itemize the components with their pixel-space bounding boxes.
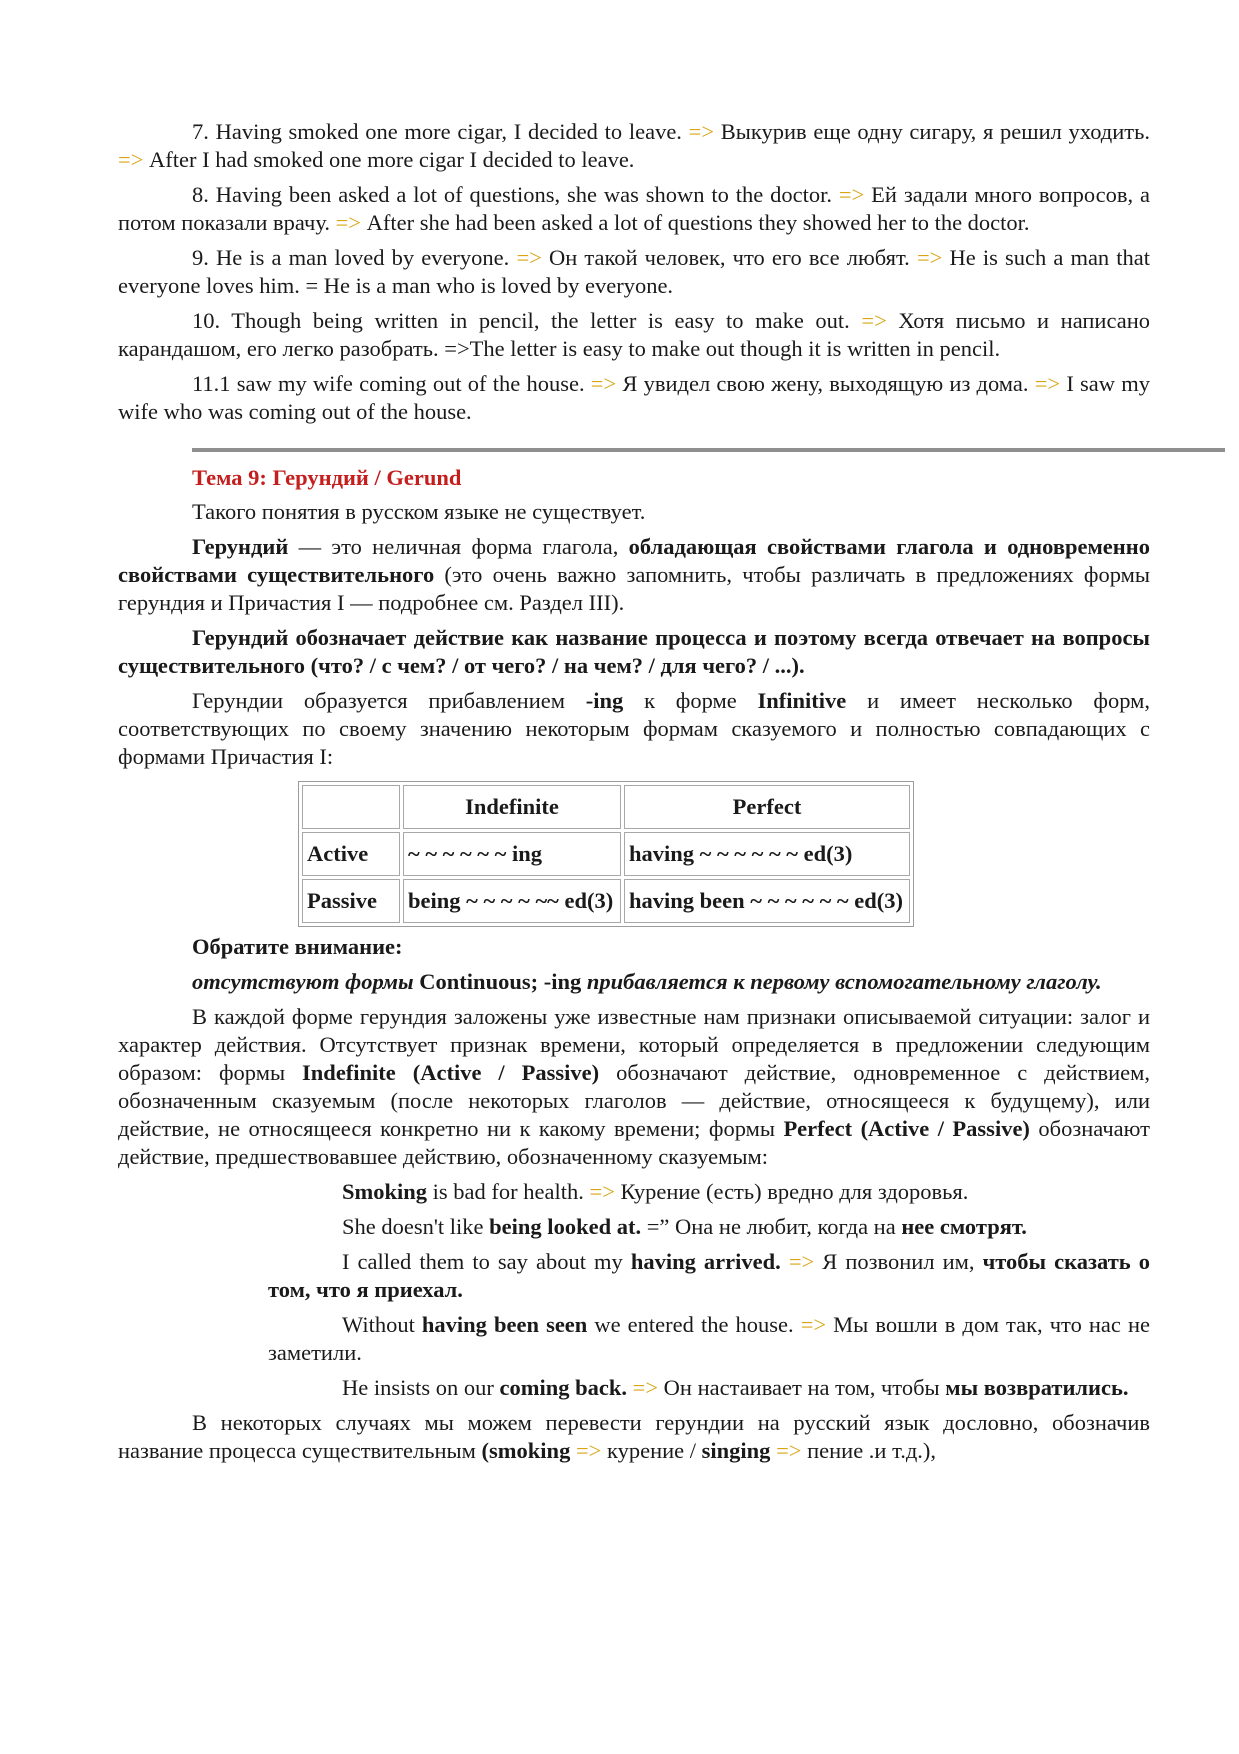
arrow-icon: =>	[916, 245, 943, 270]
topic-heading: Тема 9: Герундий / Gerund	[192, 465, 462, 490]
tense-paragraph: В каждой форме герундия заложены уже известные нам признаки описываемой ситуации: залог и характер действия. Отсутствует признак времени, который определяется в предложении следующим образом: формы Indefinite (Active / Passive) обозначают действие, одновременное с действием, обозначенным сказуемым (после некоторых глаголов — действие, относящееся к будущему), или действие, не относящееся конкретно ни к какому времени; формы Perfect (Active / Passive) обозначают действие, предшествовавшее действию, обозначенному сказуемым:	[118, 1004, 1151, 1169]
intro-text: Такого понятия в русском языке не существует.	[192, 499, 646, 524]
example-item-7: 7. Having smoked one more cigar, I decided to leave. => Выкурив еще одну сигару, я решил уходить. => After I had smoked one more cigar I decided to leave.	[118, 119, 1151, 172]
arrow-icon: =>	[861, 308, 887, 333]
examples-block	[268, 1178, 1150, 1402]
arrow-icon: =>	[838, 182, 865, 207]
table-cell: having been ~ ~ ~ ~ ~ ~ ed(3)	[624, 879, 910, 923]
example-item-8: 8. Having been asked a lot of questions, she was shown to the doctor. => Ей задали много вопросов, а потом показали врачу. => After she had been asked a lot of questions they showed her to the doctor.	[118, 182, 1151, 235]
definition-bold-paragraph: Герундий обозначает действие как название процесса и поэтому всегда отвечает на вопросы существительного (что? / с чем? / от чего? / на чем? / для чего? / ...).	[118, 625, 1150, 678]
table-header-cell	[302, 785, 400, 829]
definition-paragraph: Герундий — это неличная форма глагола, обладающая свойствами глагола и одновременно свойствами существительного (это очень важно запомнить, чтобы различать в предложениях формы герундия и Причастия I — подробнее см. Раздел III).	[118, 534, 1150, 615]
table-cell: Passive	[302, 879, 400, 923]
table-header-cell: Indefinite	[403, 785, 621, 829]
attention-note: отсутствуют формы Continuous; -ing прибавляется к первому вспомогательному глаголу.	[192, 969, 1102, 994]
table-row	[302, 879, 910, 923]
table-cell: ~ ~ ~ ~ ~ ~ ing	[403, 832, 621, 876]
translation-paragraph: В некоторых случаях мы можем перевести герундии на русский язык дословно, обозначив название процесса существительным (smoking => курение / singing => пение .и т.д.),	[118, 1410, 1150, 1463]
table-cell: Active	[302, 832, 400, 876]
example-item-9: 9. He is a man loved by everyone. => Он такой человек, что его все любят. => He is such a man that everyone loves him. = He is a man who is loved by everyone.	[118, 245, 1151, 298]
arrow-icon: =>	[788, 1249, 815, 1274]
example-item-11: 11.1 saw my wife coming out of the house. => Я увидел свою жену, выходящую из дома. => I saw my wife who was coming out of the house.	[118, 371, 1151, 424]
arrow-icon: =>	[776, 1438, 802, 1463]
gerund-forms-table	[298, 781, 914, 927]
table-header-cell: Perfect	[624, 785, 910, 829]
example-sentence: He insists on our coming back. => Он настаивает на том, чтобы мы возвратились.	[342, 1375, 1129, 1400]
formation-paragraph: Герундии образуется прибавлением -ing к форме Infinitive и имеет несколько форм, соответствующих по своему значению некоторым формам сказуемого и полностью совпадающих с формами Причастия I:	[118, 688, 1151, 769]
arrow-icon: =>	[590, 371, 617, 396]
table-cell: being ~ ~ ~ ~ ~~ ed(3)	[403, 879, 621, 923]
table-cell: having ~ ~ ~ ~ ~ ~ ed(3)	[624, 832, 910, 876]
arrow-icon: =>	[589, 1179, 615, 1204]
arrow-icon: =>	[632, 1375, 659, 1400]
arrow-icon: =>	[118, 147, 144, 172]
example-sentence: Smoking is bad for health. => Курение (есть) вредно для здоровья.	[342, 1179, 969, 1204]
arrow-icon: =>	[575, 1438, 602, 1463]
arrow-icon: =>	[800, 1312, 827, 1337]
example-item-10: 10. Though being written in pencil, the letter is easy to make out. => Хотя письмо и написано карандашом, его легко разобрать. =>The letter is easy to make out though it is written in pencil.	[118, 308, 1151, 361]
example-sentence: She doesn't like being looked at. =” Она не любит, когда на нее смотрят.	[342, 1214, 1027, 1239]
document-page	[118, 118, 1150, 1472]
section-divider	[192, 448, 1225, 452]
arrow-icon: =>	[688, 119, 715, 144]
arrow-icon: =>	[335, 210, 361, 235]
attention-heading: Обратите внимание:	[192, 934, 403, 959]
example-sentence: Without having been seen we entered the house. => Мы вошли в дом так, что нас не заметили.	[268, 1312, 1150, 1365]
example-sentence: I called them to say about my having arrived. => Я позвонил им, чтобы сказать о том, что я приехал.	[268, 1249, 1150, 1302]
table-row	[302, 832, 910, 876]
arrow-icon: =>	[1034, 371, 1061, 396]
table-header-row	[302, 785, 910, 829]
arrow-icon: =>	[516, 245, 542, 270]
